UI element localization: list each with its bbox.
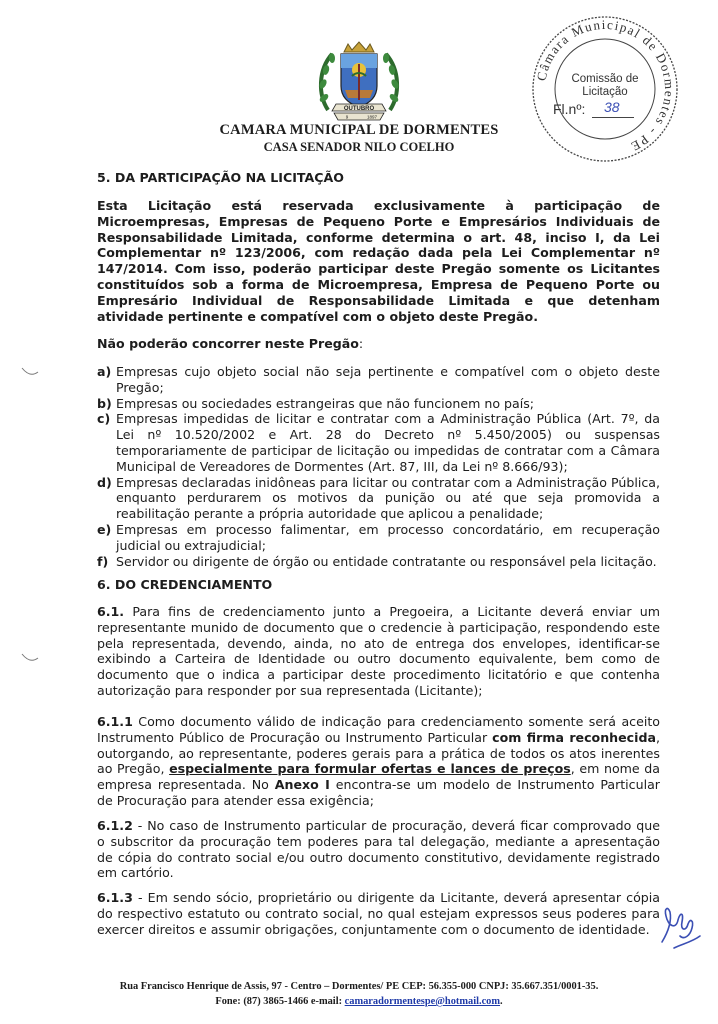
list-marker: c) <box>97 411 111 427</box>
exclusions-heading <box>97 336 660 352</box>
paragraph-6-1-2-number: 6.1.2 <box>97 818 133 833</box>
stamp-number-line <box>592 117 634 118</box>
list-item-text: Empresas em processo falimentar, em processo concordatário, em recuperação judicial ou extrajudicial; <box>116 521 660 553</box>
paragraph-6-1-2-text: - No caso de Instrumento particular de procuração, deverá ficar comprovado que o subscritor da procuração tem poderes para tal delegação, mediante a apresentação de cópia do contrato social e/ou outro documento constitutivo, devidamente registrado em cartório. <box>97 818 660 881</box>
paragraph-6-1-1-annex-ref: Anexo I <box>274 777 330 793</box>
paragraph-6-1-3-number: 6.1.3 <box>97 890 133 905</box>
crest-ribbon-left: 9 <box>345 114 349 120</box>
paragraph-6-1-1 <box>97 714 660 809</box>
paragraph-6-1-3-text: - Em sendo sócio, proprietário ou dirigente da Licitante, deverá apresentar cópia do respectivo estatuto ou contrato social, no qual estejam expressos seus poderes para exercer direitos e assumir obrigações, conjuntamente com o documento de identidade. <box>97 890 660 937</box>
list-marker: f) <box>97 553 109 569</box>
paragraph-6-1-3 <box>97 890 660 937</box>
list-item <box>97 411 660 474</box>
crest-ribbon-text: OUTUBRO <box>343 106 375 112</box>
stamp-ring-text: Câmara Municipal de Dormentes - PE <box>533 16 678 155</box>
paragraph-6-1-number: 6.1. <box>97 604 125 619</box>
stamp-page-label: Fl.nº: <box>553 101 586 117</box>
list-item-text: Empresas ou sociedades estrangeiras que não funcionem no país; <box>116 395 535 411</box>
list-marker: a) <box>97 364 112 379</box>
footer-address: Rua Francisco Henrique de Assis, 97 - Centro – Dormentes/ PE CEP: 56.355-000 CNPJ: 35.667.351/0001-35. <box>119 981 599 992</box>
footer-end: . <box>500 996 503 1007</box>
list-item <box>97 475 660 522</box>
list-marker: e) <box>97 521 112 537</box>
list-marker: b) <box>97 395 112 411</box>
crest-ribbon-year: 1897 <box>366 114 378 120</box>
coat-of-arms-logo <box>314 40 404 124</box>
paragraph-6-1-1-underlined: especialmente para formular ofertas e lances de preços <box>169 761 571 777</box>
paragraph-6-1-text: Para fins de credenciamento junto a Pregoeira, a Licitante deverá enviar um representante munido de documento que o credencie à participação, respondendo este pela representada, devendo, ainda, no ato de entrega dos envelopes, identificar-se exibindo a Carteira de Identidade ou outro documento equivalente, bem como de documento que o indica a participar deste procedimento licitatório e que contenha autorização para responder por sua representada (Licitante); <box>97 604 660 698</box>
paragraph-6-1-1-text-a: Como documento válido de indicação para credenciamento somente será aceito Instrumento Público de Procuração ou Instrumento Particular <box>97 714 660 745</box>
paragraph-6-1 <box>97 604 660 699</box>
list-item-text: Servidor ou dirigente de órgão ou entidade contratante ou responsável pela licitação. <box>116 553 657 569</box>
punch-hole-mark <box>20 652 40 666</box>
exclusions-list <box>97 364 660 569</box>
institution-title: CAMARA MUNICIPAL DE DORMENTES <box>219 122 499 138</box>
exclusions-heading-text: Não poderão concorrer neste Pregão <box>97 336 359 351</box>
stamp-page-number: 38 <box>604 99 620 115</box>
list-item <box>97 364 660 396</box>
paragraph-6-1-1-bold-a: com firma reconhecida <box>492 729 656 745</box>
list-item-text: Empresas cujo objeto social não seja pertinente e compatível com o objeto deste Pregão; <box>116 364 660 395</box>
footer-email-link[interactable]: camaradormentespe@hotmail.com <box>344 996 501 1007</box>
institution-subtitle: CASA SENADOR NILO COELHO <box>263 140 455 154</box>
list-item-text: Empresas impedidas de licitar e contratar com a Administração Pública (Art. 7º, da Lei nº 10.520/2002 e Art. 28 do Decreto nº 5.450/2005) ou suspensas temporariamente de participar de licitação ou impedidas de contratar com a Câmara Municipal de Vereadores de Dormentes (Art. 87, III, da Lei nº 8.666/93); <box>116 411 660 474</box>
paragraph-6-1-1-text-b: , outorgando, ao representante, poderes gerais para a prática de todos os atos inerentes ao Pregão, <box>97 729 660 777</box>
footer-phone: Fone: (87) 3865-1466 e-mail: <box>215 996 345 1007</box>
list-item-text: Empresas declaradas inidôneas para licitar ou contratar com a Administração Pública, enquanto perdurarem os motivos da punição ou até que seja promovida a reabilitação perante a própria autoridade que aplicou a penalidade; <box>116 474 660 522</box>
section-5-paragraph: Esta Licitação está reservada exclusivamente à participação de Microempresas, Empresas de Pequeno Porte e Empresários Individuais de Responsabilidade Limitada, conforme determina o art. 48, inciso I, da Lei Complementar nº 123/2006, com redação dada pela Lei Complementar nº 147/2014. Com isso, poderão participar deste Pregão somente os Licitantes constituídos sob a forma de Microempresa, Empresa de Pequeno Porte ou Empresário Individual de Responsabilidade Limitada e que detenham atividade pertinente e compatível com o objeto deste Pregão. <box>97 198 660 324</box>
paragraph-6-1-2 <box>97 818 660 881</box>
paragraph-6-1-1-text-c: , em nome da empresa representada. No <box>97 761 660 793</box>
handwritten-signature <box>654 896 706 958</box>
list-marker: d) <box>97 474 112 490</box>
stamp-line-2: Licitação <box>582 86 628 98</box>
list-item <box>97 396 660 412</box>
exclusions-heading-colon: : <box>358 336 364 351</box>
list-item <box>97 554 660 570</box>
stamp-line-1: Comissão de <box>571 73 639 85</box>
section-6-heading: 6. DO CREDENCIAMENTO <box>97 577 273 592</box>
paragraph-6-1-1-text-d: encontra-se um modelo de Instrumento Particular de Procuração para atender essa exigência; <box>97 777 660 808</box>
punch-hole-mark <box>20 366 40 380</box>
section-5-heading: 5. DA PARTICIPAÇÃO NA LICITAÇÃO <box>97 170 344 185</box>
footer-contact <box>0 996 718 1007</box>
list-item <box>97 522 660 554</box>
paragraph-6-1-1-number: 6.1.1 <box>97 714 133 729</box>
